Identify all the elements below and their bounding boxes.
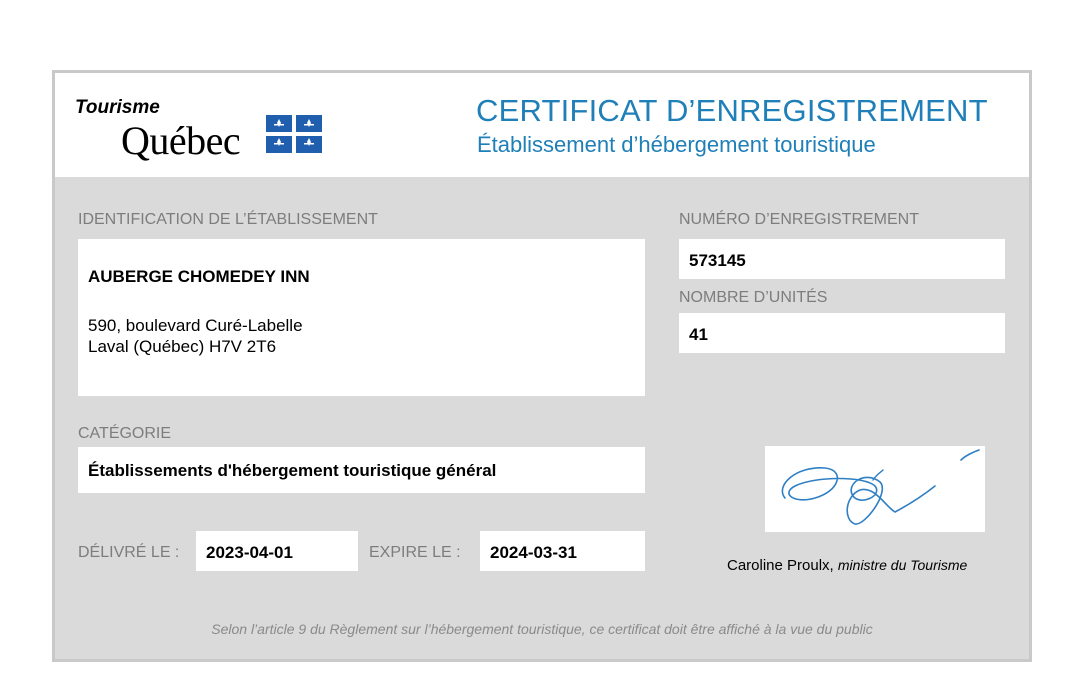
certificate-header — [55, 73, 1029, 177]
issued-date: 2023-04-01 — [206, 543, 293, 562]
logo-quebec-text: Québec — [121, 118, 241, 163]
address-line2: Laval (Québec) H7V 2T6 — [88, 337, 277, 356]
signatory-name: Caroline Proulx, — [727, 557, 834, 574]
issued-label: DÉLIVRÉ LE : — [78, 544, 180, 561]
footer-note: Selon l’article 9 du Règlement sur l’hébergement touristique, ce certificat doit être affiché à la vue du public — [211, 621, 873, 637]
signature-scribble-icon — [765, 446, 985, 532]
identification-label: IDENTIFICATION DE L’ÉTABLISSEMENT — [78, 211, 378, 228]
signature-image — [765, 446, 985, 532]
category-value: Établissements d'hébergement touristique général — [88, 461, 497, 480]
units-box — [679, 313, 1005, 353]
certificate-title: CERTIFICAT D’ENREGISTREMENT — [476, 93, 988, 128]
establishment-name: AUBERGE CHOMEDEY INN — [88, 267, 310, 286]
expires-date: 2024-03-31 — [490, 543, 577, 562]
certificate — [52, 70, 1032, 662]
signatory-role: ministre du Tourisme — [837, 557, 968, 573]
registration-number: 573145 — [689, 251, 746, 270]
issued-box — [196, 531, 358, 571]
address-line1: 590, boulevard Curé-Labelle — [88, 316, 303, 335]
signatory — [727, 557, 967, 574]
registration-label: NUMÉRO D’ENREGISTREMENT — [679, 211, 920, 228]
logo-tourisme-text: Tourisme — [75, 97, 160, 118]
identification-box — [78, 239, 645, 396]
category-box — [78, 447, 645, 493]
registration-box — [679, 239, 1005, 279]
expires-box — [480, 531, 645, 571]
category-label: CATÉGORIE — [78, 425, 172, 442]
expires-label: EXPIRE LE : — [369, 544, 461, 561]
certificate-subtitle: Établissement d’hébergement touristique — [477, 132, 876, 157]
units-count: 41 — [689, 325, 708, 344]
quebec-flag-icon — [266, 115, 322, 153]
units-label: NOMBRE D’UNITÉS — [679, 289, 828, 306]
